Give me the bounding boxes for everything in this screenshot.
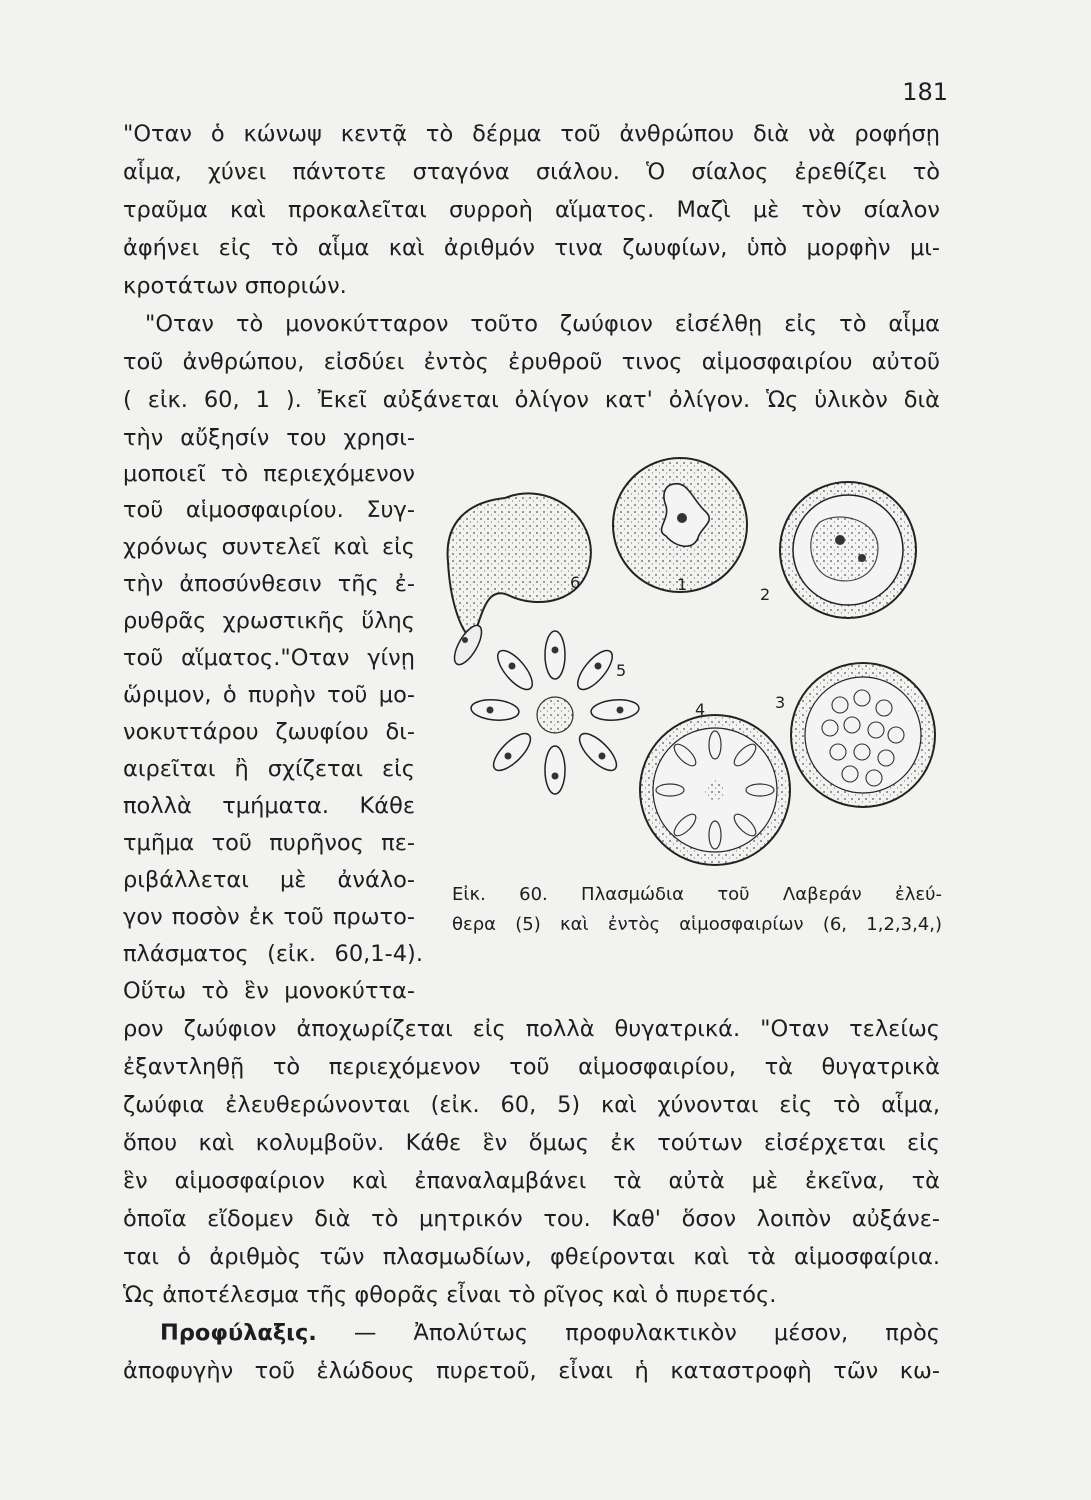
- text-line: μοποιεῖ τὸ περιεχόμενον: [123, 461, 415, 487]
- text-line: "Οταν τὸ μονοκύτταρον τοῦτο ζωύφιον εἰσέλθῃ εἰς τὸ αἷμα: [145, 311, 940, 337]
- text-line: ὥριμον, ὁ πυρὴν τοῦ μο-: [123, 682, 415, 708]
- page-number: 181: [902, 78, 948, 106]
- cell-2: [780, 482, 916, 618]
- cell-3: [791, 663, 935, 807]
- figure-caption-line: θερα (5) καὶ ἐντὸς αἱμοσφαιρίων (6, 1,2,3,4,): [452, 914, 942, 935]
- figure-caption-line: Εἰκ. 60. Πλασμώδια τοῦ Λαβεράν ἐλεύ-: [452, 884, 942, 905]
- free-merozoites-5: [470, 631, 640, 794]
- text-line: τοῦ αἵματος."Οταν γίνῃ: [123, 645, 415, 671]
- text-line: ἐξαντληθῇ τὸ περιεχόμενον τοῦ αἱμοσφαιρίου, τὰ θυγατρικὰ: [123, 1054, 940, 1080]
- text-line: ρον ζωύφιον ἀποχωρίζεται εἰς πολλὰ θυγατρικά. "Οταν τελείως: [123, 1016, 940, 1042]
- figure-label: 5: [616, 661, 627, 680]
- text-line: ριβάλλεται μὲ ἀνάλο-: [123, 867, 415, 893]
- text-line: αἷμα, χύνει πάντοτε σταγόνα σιάλου. Ὁ σίαλος ἐρεθίζει τὸ: [123, 159, 940, 185]
- text-line: ἓν αἱμοσφαίριον καὶ ἐπαναλαμβάνει τὰ αὐτὰ μὲ ἐκεῖνα, τὰ: [123, 1168, 940, 1194]
- text-line: "Οταν ὁ κώνωψ κεντᾷ τὸ δέρμα τοῦ ἀνθρώπου διὰ νὰ ροφήσῃ: [123, 121, 940, 147]
- text-line: ἀποφυγὴν τοῦ ἑλώδους πυρετοῦ, εἶναι ἡ καταστροφὴ τῶν κω-: [123, 1358, 940, 1384]
- plasmodia-illustration: [430, 440, 950, 870]
- text-line: ( εἰκ. 60, 1 ). Ἐκεῖ αὐξάνεται ὀλίγον κατ' ὀλίγον. Ὡς ὑλικὸν διὰ: [123, 387, 940, 413]
- text-line: γον ποσὸν ἐκ τοῦ πρωτο-: [123, 904, 415, 930]
- text-line: Οὕτω τὸ ἓν μονοκύττα-: [123, 978, 415, 1004]
- section-heading-line: [160, 1316, 940, 1350]
- text-line: τραῦμα καὶ προκαλεῖται συρροὴ αἵματος. Μαζὶ μὲ τὸν σίαλον: [123, 197, 940, 223]
- text-line: ζωύφια ἐλευθερώνονται (εἰκ. 60, 5) καὶ χύνονται εἰς τὸ αἷμα,: [123, 1092, 940, 1118]
- text-line: τὴν ἀποσύνθεσιν τῆς ἐ-: [123, 571, 415, 597]
- text-line: πλάσματος (εἰκ. 60,1-4).: [123, 941, 423, 967]
- text-line: κροτάτων σποριών.: [123, 273, 347, 299]
- text-line: νοκυττάρου ζωυφίου δι-: [123, 719, 415, 745]
- text-line: Ὡς ἀποτέλεσμα τῆς φθορᾶς εἶναι τὸ ρῖγος καὶ ὁ πυρετός.: [123, 1282, 777, 1308]
- text-line: ἀφήνει εἰς τὸ αἷμα καὶ ἀριθμόν τινα ζωυφίων, ὑπὸ μορφὴν μι-: [123, 235, 940, 261]
- text-line: ρυθρᾶς χρωστικῆς ὕλης: [123, 608, 415, 634]
- figure-plasmodia: [430, 440, 950, 870]
- figure-label: 2: [760, 585, 771, 604]
- figure-label: 3: [775, 693, 786, 712]
- text-span: — Ἀπολύτως προφυλακτικὸν μέσον, πρὸς: [353, 1320, 940, 1346]
- cell-4: [640, 715, 790, 865]
- cell-1: [613, 458, 747, 592]
- text-line: τὴν αὔξησίν του χρησι-: [123, 425, 415, 451]
- text-line: ὅπου καὶ κολυμβοῦν. Κάθε ἓν ὅμως ἐκ τούτων εἰσέρχεται εἰς: [123, 1130, 940, 1156]
- text-line: πολλὰ τμήματα. Κάθε: [123, 793, 415, 819]
- text-line: τμῆμα τοῦ πυρῆνος πε-: [123, 830, 415, 856]
- text-line: χρόνως συντελεῖ καὶ εἰς: [123, 534, 415, 560]
- text-line: ὁποῖα εἴδομεν διὰ τὸ μητρικόν του. Καθ' ὅσον λοιπὸν αὐξάνε-: [123, 1206, 940, 1232]
- figure-label: 4: [695, 700, 706, 719]
- text-line: αιρεῖται ἢ σχίζεται εἰς: [123, 756, 415, 782]
- text-line: τοῦ αἱμοσφαιρίου. Συγ-: [123, 497, 415, 523]
- figure-label: 6: [570, 573, 581, 592]
- text-line: ται ὁ ἀριθμὸς τῶν πλασμωδίων, φθείρονται καὶ τὰ αἱμοσφαίρια.: [123, 1244, 940, 1270]
- section-heading: Προφύλαξις.: [160, 1320, 317, 1346]
- figure-label: 1: [677, 575, 688, 594]
- text-line: τοῦ ἀνθρώπου, εἰσδύει ἐντὸς ἐρυθροῦ τινος αἱμοσφαιρίου αὐτοῦ: [123, 349, 940, 375]
